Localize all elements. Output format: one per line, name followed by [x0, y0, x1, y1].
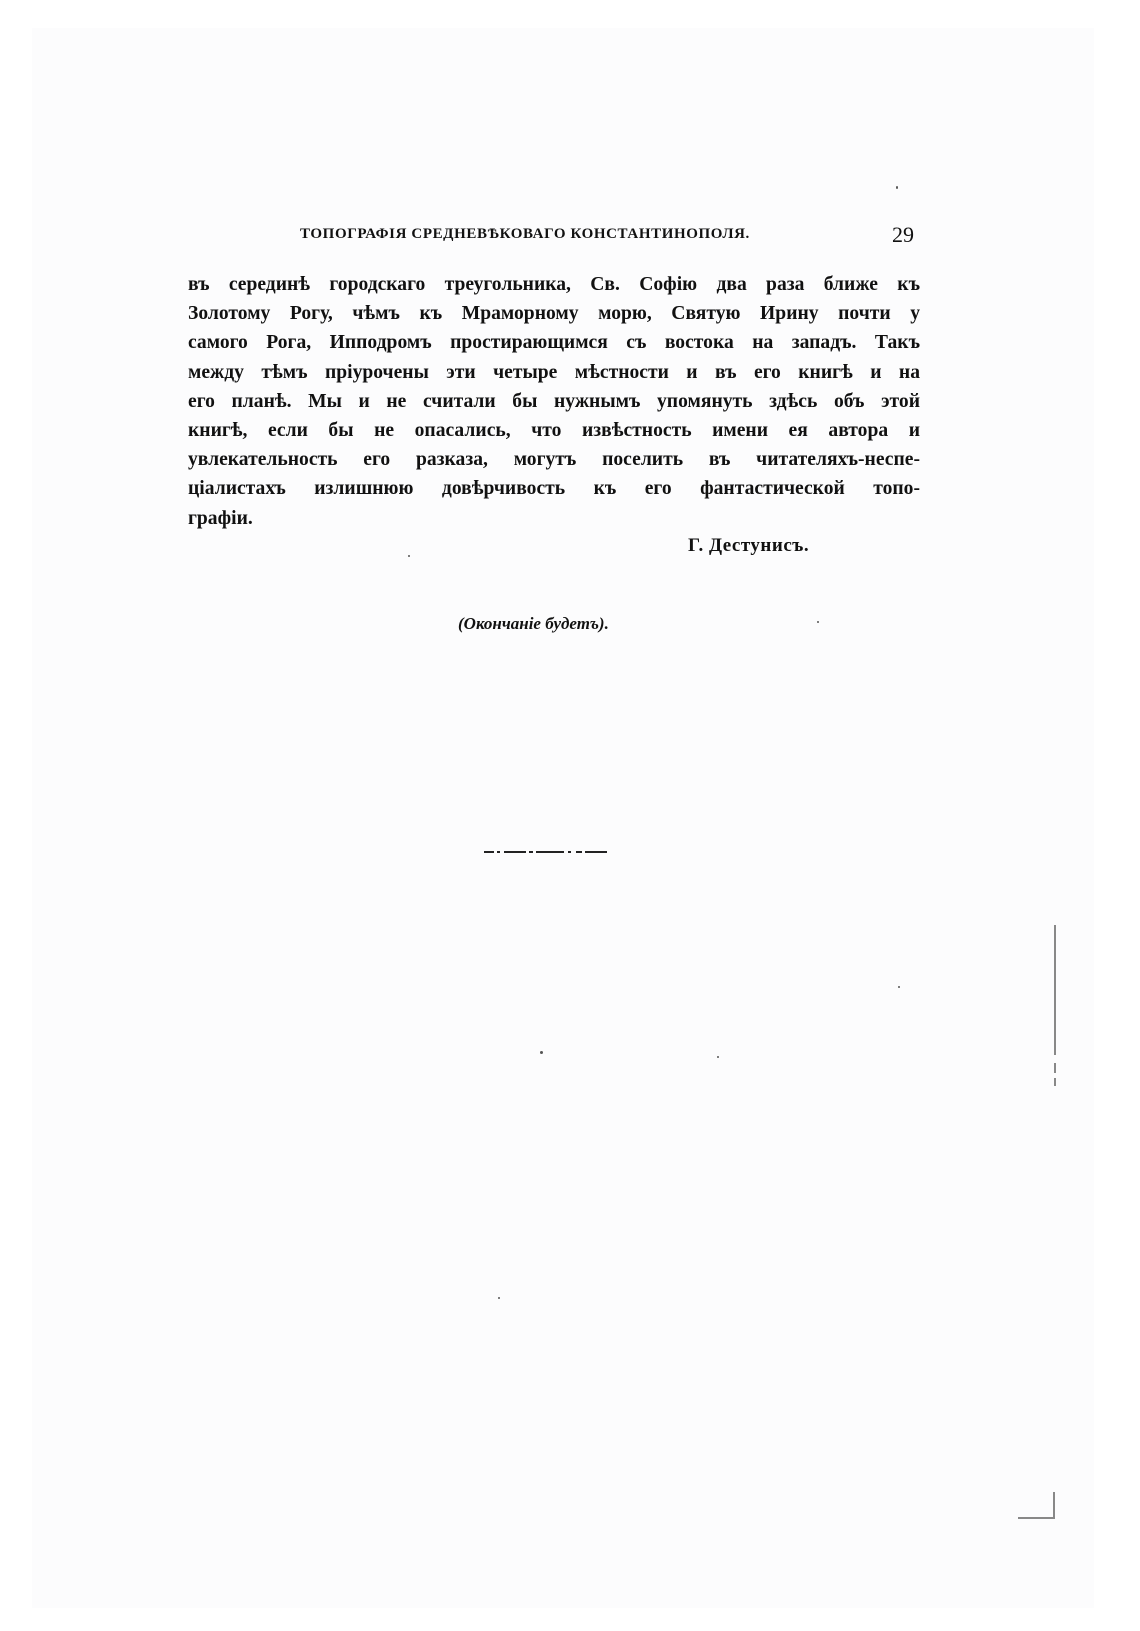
page-number: 29 — [892, 222, 914, 247]
running-head — [188, 222, 920, 252]
body-paragraph — [188, 270, 920, 533]
scan-speck — [408, 555, 410, 557]
text-line: книгѣ, если бы не опасались, что извѣстность имени ея автора и — [188, 420, 920, 442]
text-line: ціалистахъ излишнюю довѣрчивость къ его фантастической топо- — [188, 478, 920, 500]
text-line: Золотому Рогу, чѣмъ къ Мраморному морю, Святую Ирину почти у — [188, 303, 920, 325]
text-line: увлекательность его разказа, могутъ поселить въ читателяхъ-неспе- — [188, 449, 920, 471]
scan-edge-mark — [1018, 1517, 1055, 1519]
scan-speck — [498, 1297, 500, 1299]
scan-edge-mark — [1054, 1078, 1056, 1086]
page-sheet — [32, 28, 1094, 1608]
scan-speck — [817, 621, 819, 623]
text-line: между тѣмъ пріурочены эти четыре мѣстности и въ его книгѣ и на — [188, 361, 920, 383]
dashed-divider — [484, 850, 608, 854]
scan-speck — [717, 1056, 719, 1058]
running-title: ТОПОГРАФІЯ СРЕДНЕВѢКОВАГО КОНСТАНТИНОПОЛЯ. — [300, 226, 750, 242]
scan-edge-mark — [1053, 1492, 1055, 1518]
scan-speck — [896, 186, 898, 189]
scan-edge-mark — [1054, 925, 1056, 1055]
text-line: его планѣ. Мы и не считали бы нужнымъ упомянуть здѣсь объ этой — [188, 390, 920, 412]
text-line: самого Рога, Ипподромъ простирающимся съ востока на западъ. Такъ — [188, 332, 920, 354]
continuation-note: (Окончаніе будетъ). — [458, 614, 609, 633]
author-signature: Г. Дестунисъ. — [688, 535, 810, 556]
text-line: графіи. — [188, 507, 253, 529]
scan-speck — [540, 1051, 543, 1054]
text-line: въ серединѣ городскаго треугольника, Св. Софію два раза ближе къ — [188, 274, 920, 295]
scan-speck — [898, 986, 900, 988]
scan-edge-mark — [1054, 1063, 1056, 1073]
